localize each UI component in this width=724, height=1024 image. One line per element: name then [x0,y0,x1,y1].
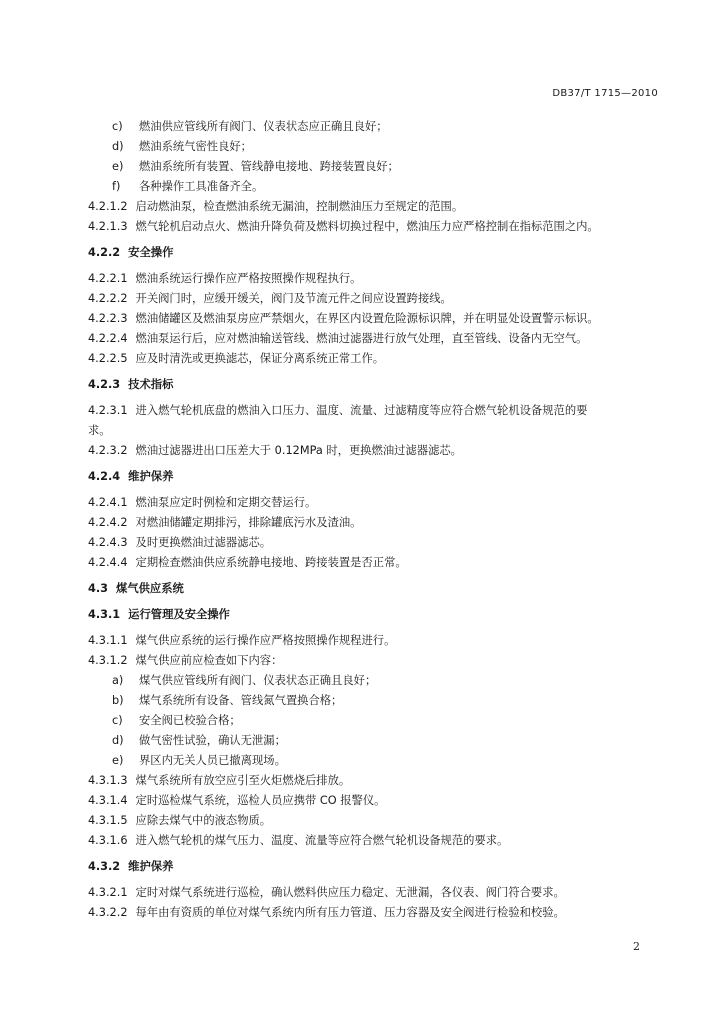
list-item: b) 煤气系统所有设备、管线氮气置换合格； [112,694,343,707]
list-item: d) 燃油系统气密性良好； [112,140,252,153]
list-item: e) 界区内无关人员已撤离现场。 [112,754,286,767]
section-heading: 4.2.3 技术指标 [88,378,174,391]
clause: 4.2.2.4 燃油泵运行后，应对燃油输送管线、燃油过滤器进行放气处理，直至管线、设备内无空气。 [88,332,588,345]
list-item: d) 做气密性试验，确认无泄漏； [112,734,286,747]
clause: 4.2.1.3 燃气轮机启动点火、燃油升降负荷及燃料切换过程中，燃油压力应严格控制在指标范围之内。 [88,220,599,233]
clause: 4.2.2.3 燃油储罐区及燃油泵房应严禁烟火，在界区内设置危险源标识牌，并在明显处设置警示标识。 [88,312,599,325]
clause: 4.3.1.3 煤气系统所有放空应引至火炬燃烧后排放。 [88,774,351,787]
clause: 4.2.3.2 燃油过滤器进出口压差大于 0.12MPa 时，更换燃油过滤器滤芯。 [88,444,462,457]
section-heading: 4.3.1 运行管理及安全操作 [88,608,230,621]
list-item: a) 煤气供应管线所有阀门、仪表状态正确且良好； [112,674,377,687]
clause-continuation: 求。 [88,424,111,437]
clause: 4.2.2.5 应及时清洗或更换滤芯，保证分离系统正常工作。 [88,352,385,365]
clause: 4.3.1.1 煤气供应系统的运行操作应严格按照操作规程进行。 [88,634,396,647]
clause: 4.2.2.1 燃油系统运行操作应严格按照操作规程执行。 [88,272,362,285]
section-heading: 4.2.2 安全操作 [88,246,174,259]
clause: 4.3.1.5 应除去煤气中的液态物质。 [88,814,272,827]
clause: 4.2.4.1 燃油泵应定时例检和定期交替运行。 [88,496,317,509]
clause: 4.3.2.2 每年由有资质的单位对煤气系统内所有压力管道、压力容器及安全阀进行检验和校验。 [88,906,565,919]
clause: 4.3.1.4 定时巡检煤气系统，巡检人员应携带 CO 报警仪。 [88,794,386,807]
list-item: c) 燃油供应管线所有阀门、仪表状态应正确且良好； [112,120,388,133]
clause: 4.2.4.3 及时更换燃油过滤器滤芯。 [88,536,272,549]
clause: 4.3.1.2 煤气供应前应检查如下内容： [88,654,283,667]
clause: 4.2.3.1 进入燃气轮机底盘的燃油入口压力、温度、流量、过滤精度等应符合燃气轮机设备规范的要 [88,404,588,417]
clause: 4.3.2.1 定时对煤气系统进行巡检，确认燃料供应压力稳定、无泄漏，各仪表、阀门符合要求。 [88,886,565,899]
list-item: f) 各种操作工具准备齐全。 [112,180,264,193]
clause: 4.2.2.2 开关阀门时，应缓开缓关，阀门及节流元件之间应设置跨接线。 [88,292,452,305]
list-item: e) 燃油系统所有装置、管线静电接地、跨接装置良好； [112,160,399,173]
document-body [88,117,668,923]
standard-code: DB37/T 1715—2010 [552,88,658,99]
list-item: c) 安全阀已校验合格； [112,714,241,727]
clause: 4.2.4.4 定期检查燃油供应系统静电接地、跨接装置是否正常。 [88,556,407,569]
clause: 4.3.1.6 进入燃气轮机的煤气压力、温度、流量等应符合燃气轮机设备规范的要求。 [88,834,509,847]
page-number: 2 [633,940,640,953]
section-heading: 4.3 煤气供应系统 [88,582,184,595]
section-heading: 4.3.2 维护保养 [88,860,174,873]
section-heading: 4.2.4 维护保养 [88,470,174,483]
clause: 4.2.4.2 对燃油储罐定期排污，排除罐底污水及渣油。 [88,516,362,529]
clause: 4.2.1.2 启动燃油泵，检查燃油系统无漏油，控制燃油压力至规定的范围。 [88,200,464,213]
